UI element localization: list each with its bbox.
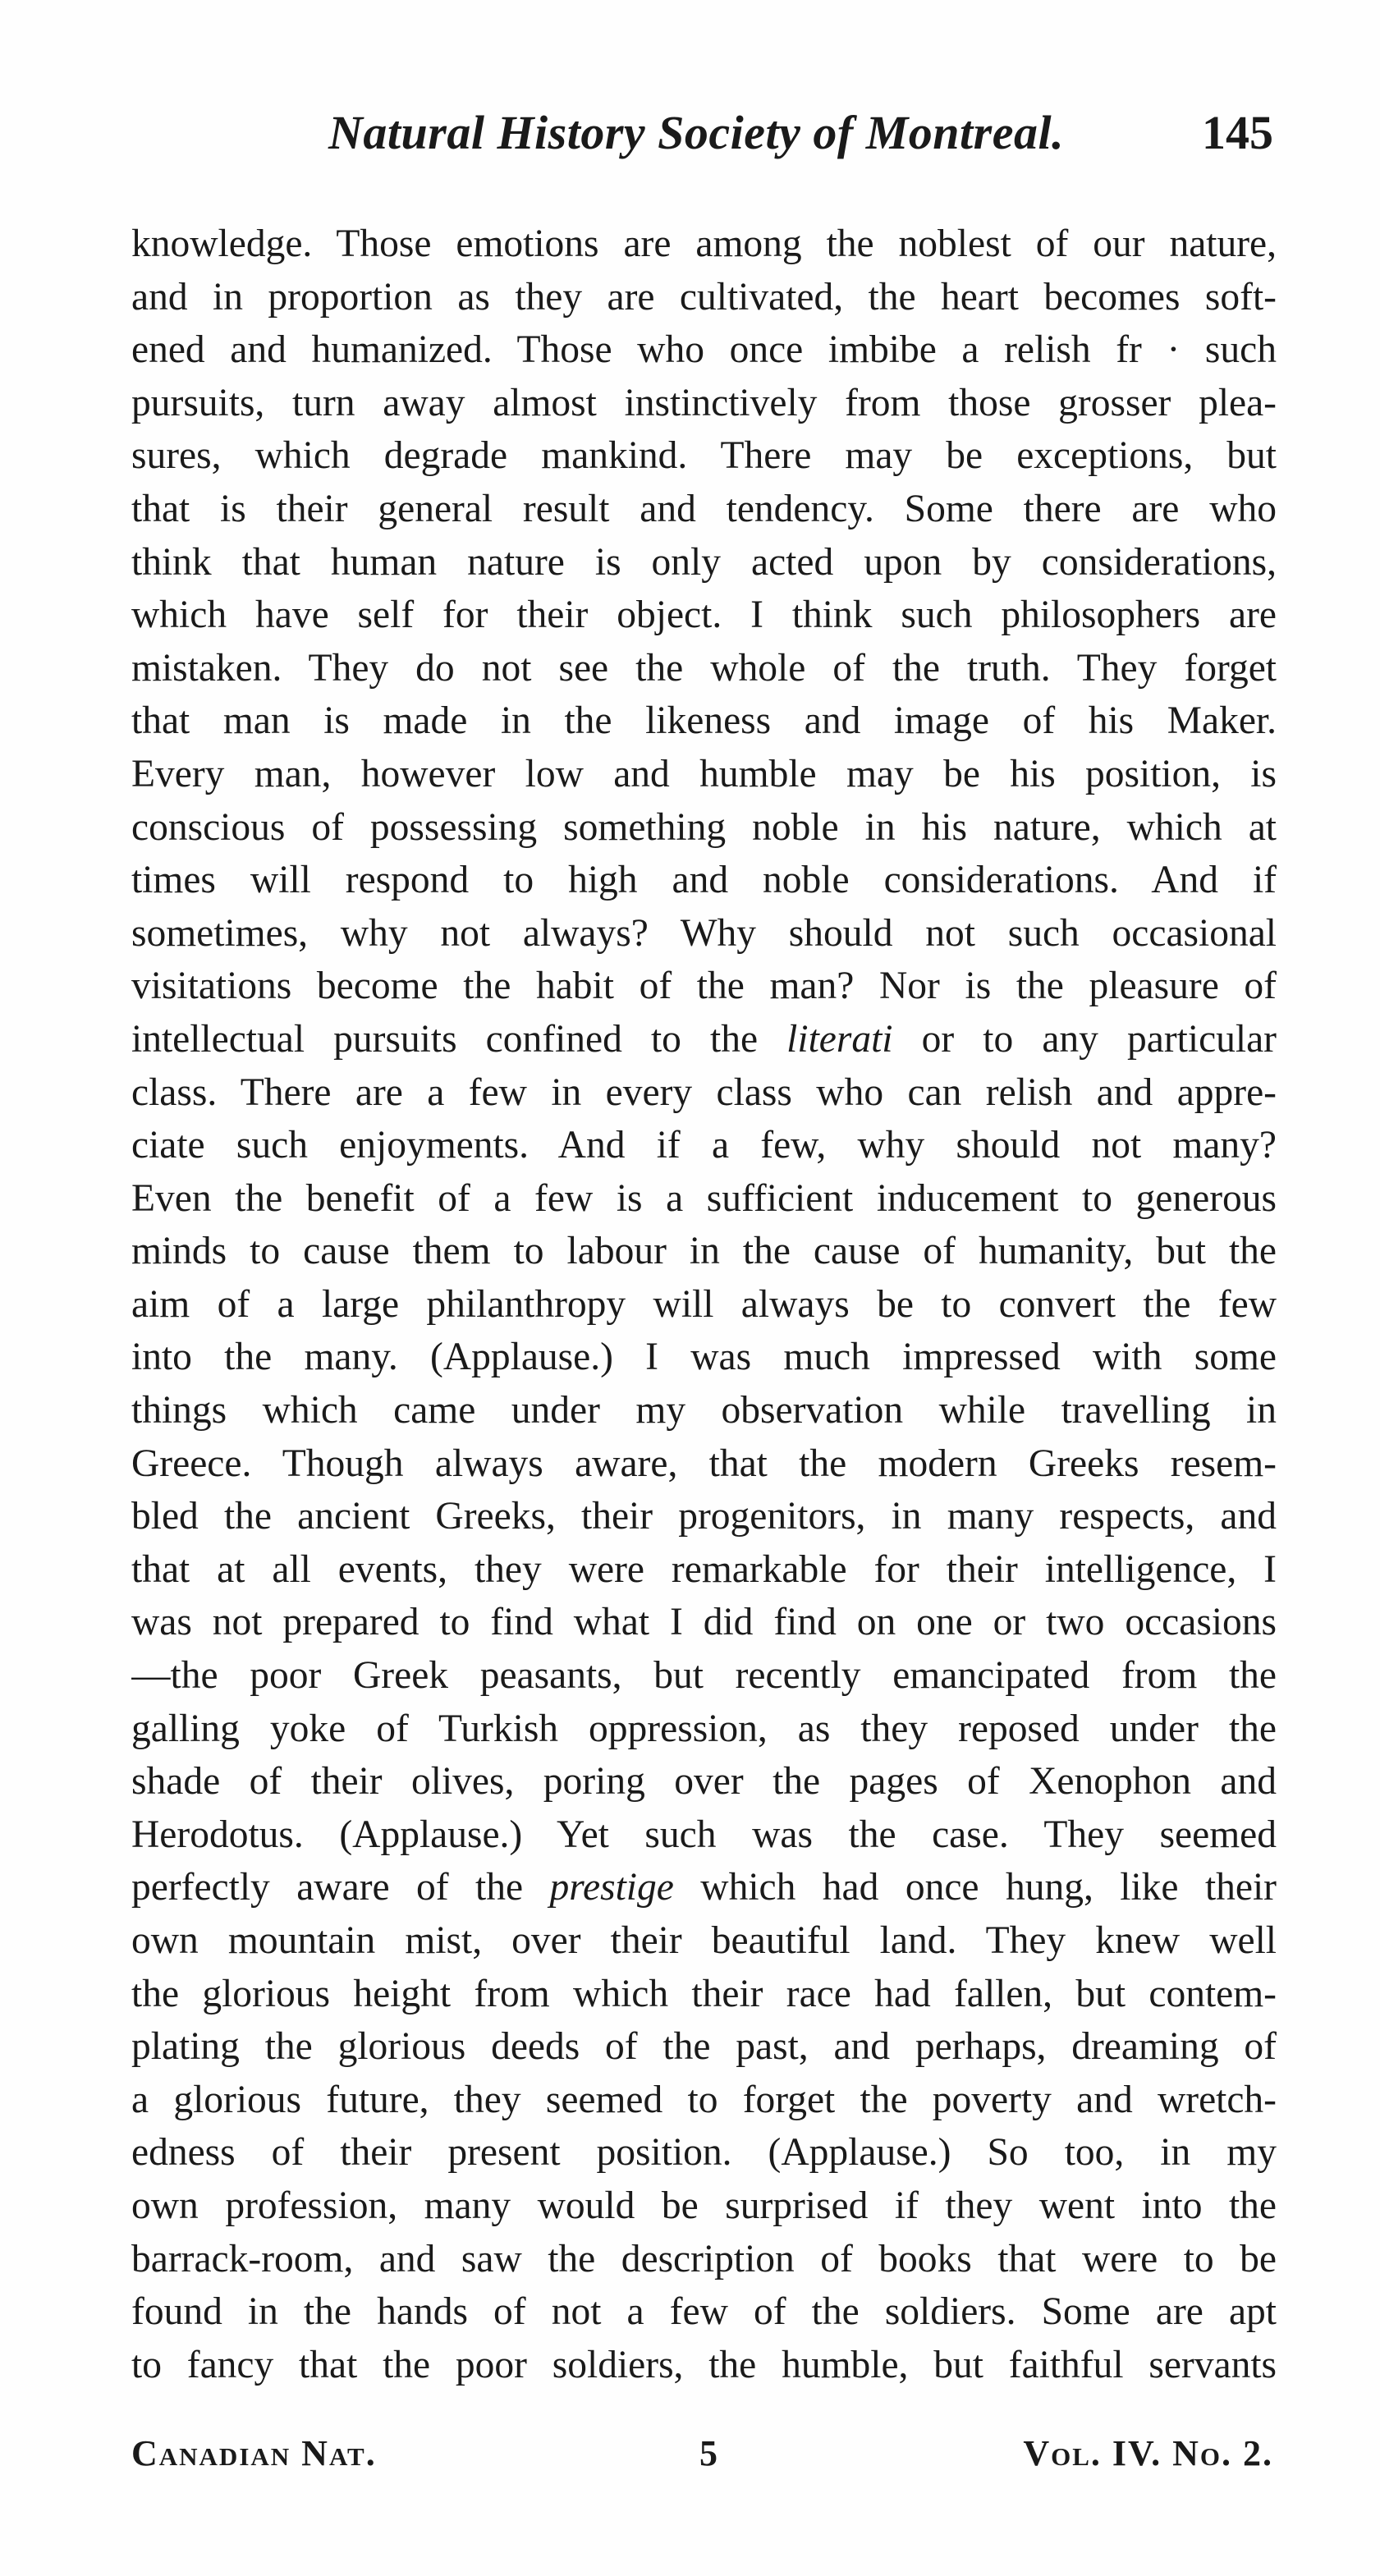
text-line: that is their general result and tendency. Some there are who [131,487,1277,530]
signature-mark: 5 [699,2433,719,2473]
text-line: knowledge. Those emotions are among the noblest of our nature, [131,222,1277,265]
text-line: Greece. Though always aware, that the modern Greeks resem- [131,1442,1277,1485]
text-line: aim of a large philanthropy will always be to convert the few [131,1282,1277,1326]
text-line: to fancy that the poor soldiers, the humble, but faithful servants [131,2343,1277,2386]
text-line: which have self for their object. I think such philosophers are [131,594,1277,637]
text-line: Herodotus. (Applause.) Yet such was the case. They seemed [131,1813,1277,1856]
text-line: sures, which degrade mankind. There may be exceptions, but [131,434,1277,478]
text-line: that man is made in the likeness and image of his Maker. [131,699,1277,743]
running-title: Natural History Society of Montreal. [328,106,1065,159]
page-header [131,105,1273,171]
text-line: and in proportion as they are cultivated, the heart becomes soft- [131,275,1277,319]
text-line: shade of their olives, poring over the pages of Xenophon and [131,1760,1277,1804]
text-line: intellectual pursuits confined to the literati or to any particular [131,1017,1277,1061]
text-line: that at all events, they were remarkable for their intelligence, I [131,1547,1277,1591]
body-text [131,218,1277,2391]
text-line: the glorious height from which their race had fallen, but contem- [131,1972,1277,2015]
text-line: pursuits, turn away almost instinctively from those grosser plea- [131,381,1277,424]
text-line: class. There are a few in every class who can relish and appre- [131,1070,1277,1114]
text-line: think that human nature is only acted upon by considerations, [131,540,1277,584]
text-line: barrack-room, and saw the description of books that were to be [131,2237,1277,2280]
text-line: visitations become the habit of the man? Nor is the pleasure of [131,965,1277,1008]
text-line: —the poor Greek peasants, but recently emancipated from the [131,1654,1277,1698]
journal-abbreviation: Canadian Nat. [131,2433,377,2473]
text-line: found in the hands of not a few of the soldiers. Some are apt [131,2290,1277,2334]
page-number: 145 [1202,106,1273,159]
text-line: plating the glorious deeds of the past, and perhaps, dreaming of [131,2025,1277,2069]
text-line: Even the benefit of a few is a sufficient inducement to generous [131,1176,1277,1220]
text-line: sometimes, why not always? Why should not such occasional [131,911,1277,955]
page-footer [131,2432,1273,2482]
text-line: perfectly aware of the prestige which had once hung, like their [131,1866,1277,1909]
text-line: things which came under my observation while travelling in [131,1389,1277,1432]
text-line: edness of their present position. (Applause.) So too, in my [131,2131,1277,2175]
text-line: into the many. (Applause.) I was much impressed with some [131,1336,1277,1379]
volume-number: Vol. IV. No. 2. [1023,2433,1273,2473]
text-line: a glorious future, they seemed to forget the poverty and wretch- [131,2078,1277,2121]
text-line: ciate such enjoyments. And if a few, why should not many? [131,1124,1277,1167]
text-line: minds to cause them to labour in the cause of humanity, but the [131,1230,1277,1273]
text-line: own mountain mist, over their beautiful land. They knew well [131,1919,1277,1962]
italic-word: prestige [549,1866,674,1909]
text-line: conscious of possessing something noble in his nature, which at [131,805,1277,849]
text-line: ened and humanized. Those who once imbibe a relish fr · such [131,328,1277,372]
text-line: mistaken. They do not see the whole of the truth. They forget [131,646,1277,690]
text-line: was not prepared to find what I did find on one or two occasions [131,1601,1277,1644]
text-line: galling yoke of Turkish oppression, as they reposed under the [131,1707,1277,1750]
text-line: own profession, many would be surprised if they went into the [131,2184,1277,2227]
text-line: times will respond to high and noble considerations. And if [131,859,1277,902]
text-line: Every man, however low and humble may be his position, is [131,752,1277,795]
text-line: bled the ancient Greeks, their progenitors, in many respects, and [131,1495,1277,1538]
italic-word: literati [786,1017,893,1061]
